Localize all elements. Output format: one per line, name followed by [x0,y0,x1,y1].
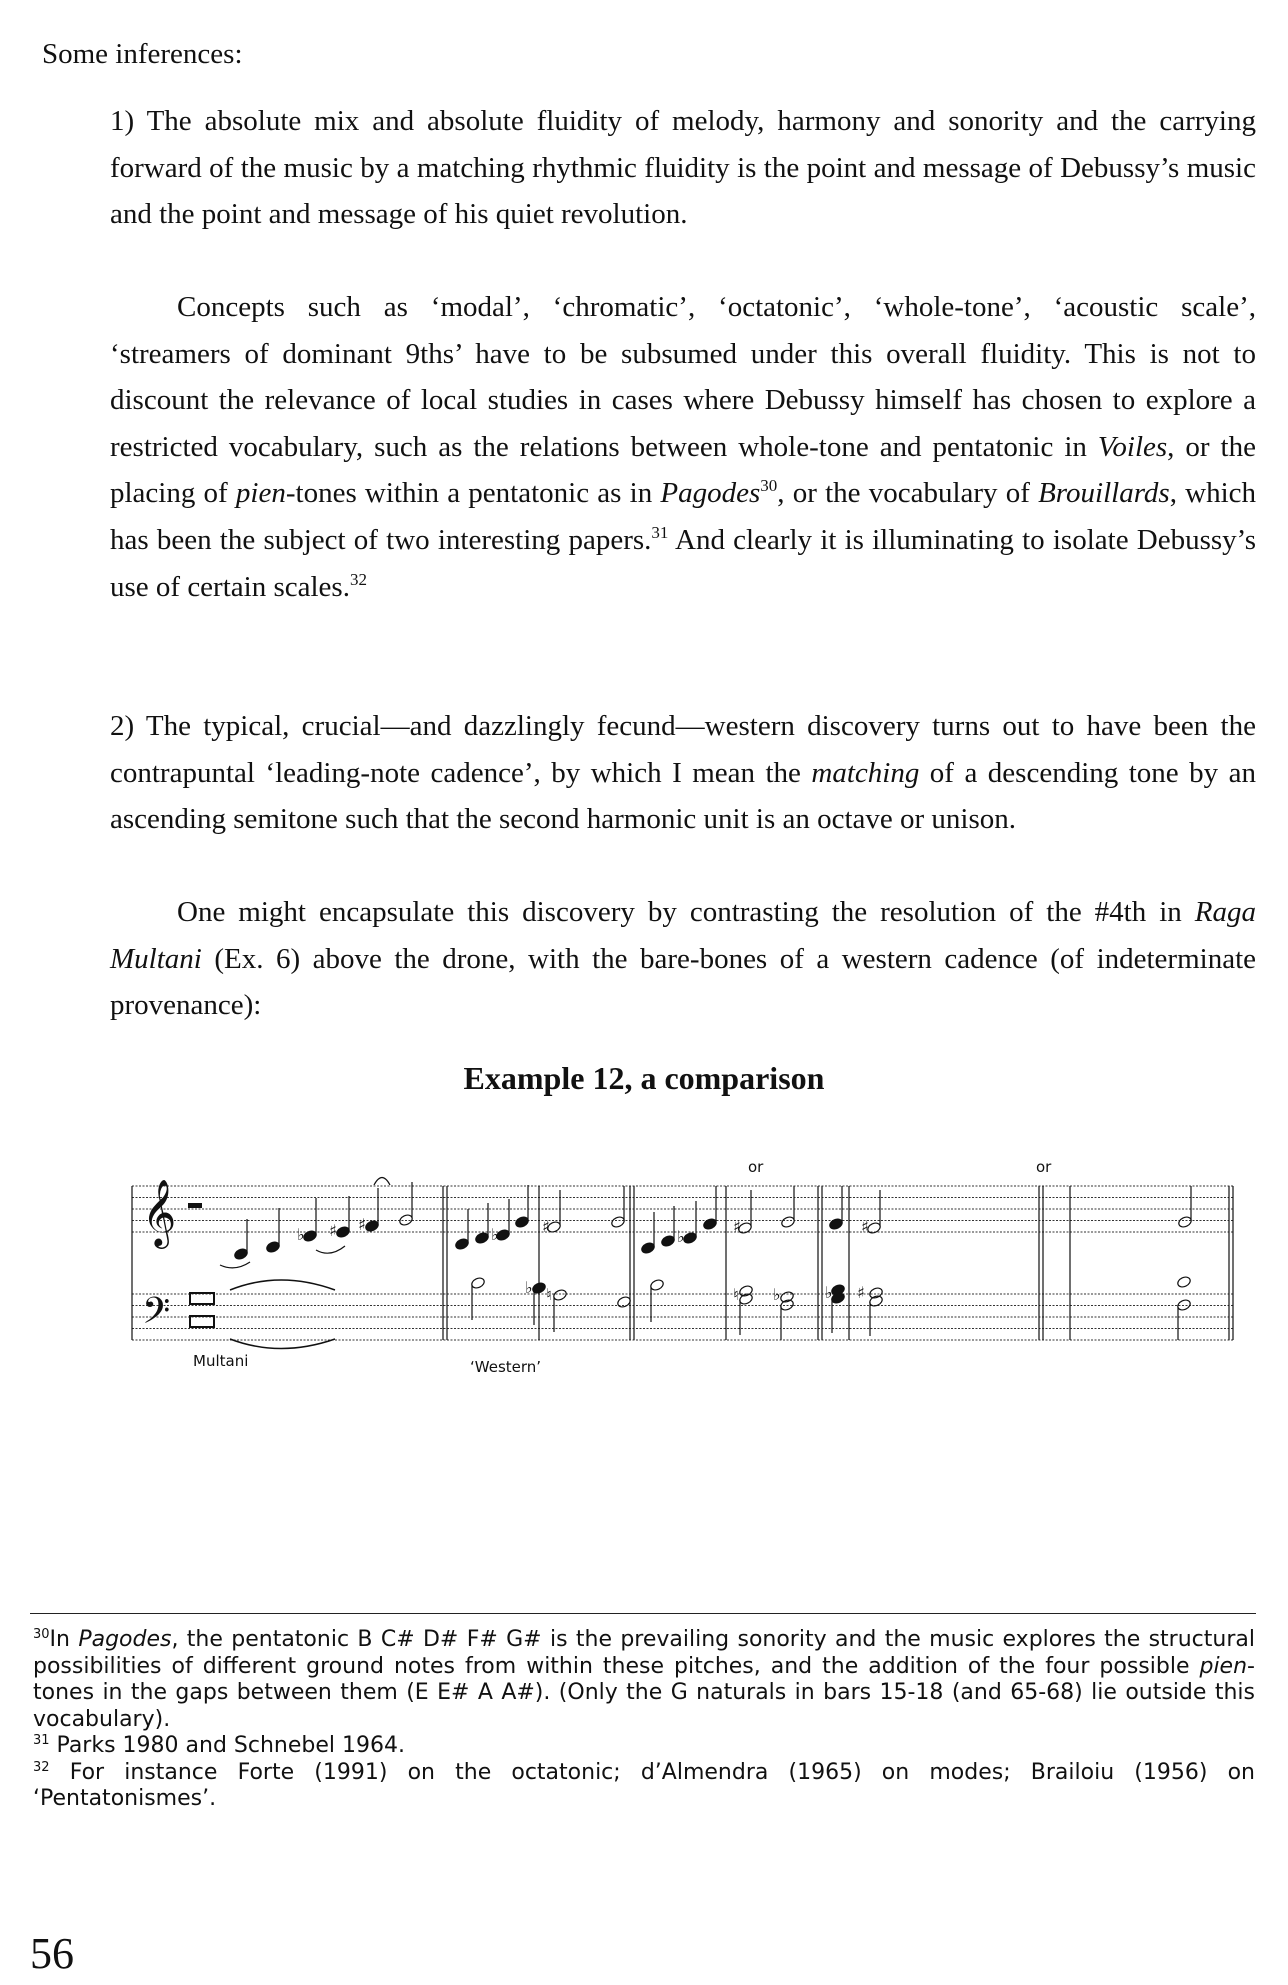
notation-mark: ♭ [773,1285,781,1304]
text-run: In [49,1627,79,1652]
text-run: , or the placing of [110,430,1256,510]
example-title: Example 12, a comparison [463,1060,825,1096]
paragraph-encapsulate [110,889,1256,1029]
footnote-30 [33,1627,1255,1733]
or-label: or [748,1158,764,1176]
music-score [0,1140,1288,1400]
paragraph-inference-1 [110,98,1256,238]
notation-mark: ♯ [542,1217,550,1236]
footnote-ref-31[interactable]: 31 [651,522,669,542]
italic-title-brouillards: Brouillards [1038,477,1170,510]
footnote-number: 31 [33,1733,50,1748]
notation-mark: ♮ [546,1285,552,1304]
text-run: -tones in the gaps between them (E E# A A#). (Only the G naturals in bars 15-18 (and 65-68) lie outside this vocabulary). [33,1653,1255,1732]
notation-mark: ♯ [861,1217,869,1236]
accidentals [297,1215,869,1304]
notation-mark: ♯ [857,1283,865,1302]
notation-mark: ♭ [525,1278,533,1297]
notation-mark [190,1316,214,1327]
footnote-32 [33,1760,1255,1813]
rest-icon [188,1203,202,1208]
notation-mark [316,1246,345,1253]
footnote-text: For instance Forte (1991) on the octatonic; d’Almendra (1965) on modes; Brailoiu (1956) on ‘Pentatonismes’. [33,1759,1255,1811]
notation-mark: ♭ [491,1225,499,1244]
notation-mark [220,1262,250,1268]
footnote-separator [30,1613,1256,1614]
notation-mark [374,1178,390,1186]
footnotes [33,1627,1255,1813]
italic-term-pien: pien [235,477,286,510]
text-run: One might encapsulate this discovery by contrasting the resolution of the #4th in [177,896,1195,928]
italic-title-pagodes: Pagodes [660,477,761,510]
footnote-number: 32 [33,1759,50,1775]
text-run: (Ex. 6) above the drone, with the bare-bones of a western cadence (of indeterminate provenance): [110,942,1256,1022]
text-run: And clearly it is illuminating to isolate Debussy’s use of certain scales. [110,523,1256,603]
notation-mark: ♭ [825,1283,833,1302]
italic-title-pagodes: Pagodes [78,1627,172,1652]
notation-mark: ♯ [329,1221,337,1240]
italic-term-pien: pien [1199,1653,1248,1679]
section-heading: Some inferences: [42,38,243,70]
footnote-31 [33,1733,1255,1760]
notation-mark: ♭ [677,1227,685,1246]
page-number: 56 [30,1929,74,1978]
notation-mark [1176,1275,1192,1289]
treble-clef-icon: 𝄞 [142,1178,177,1246]
italic-term-matching: matching [811,756,920,789]
notation-mark: ♯ [733,1217,741,1236]
notation-mark [190,1293,214,1304]
bass-staff [132,1294,1233,1340]
footnote-text: Parks 1980 and Schnebel 1964. [56,1733,405,1758]
paragraph-concepts [110,284,1256,610]
text-run: 2) The typical, crucial—and dazzlingly fecund—western discovery turns out to have been the contrapuntal ‘leading-note cadence’, by which I mean the [110,710,1256,789]
text-run: Concepts such as ‘modal’, ‘chromatic’, ‘octatonic’, ‘whole-tone’, ‘acoustic scale’, ‘streamers of dominant 9ths’ have to be subsumed under this overall fluidity. This is not to discount the relevance of local studies in cases where Debussy himself has chosen to explore a restricted vocabulary, such as the relations between whole-tone and pentatonic in [110,291,1256,463]
music-example [0,1140,1288,1400]
text-run: , which has been the subject of two interesting papers. [110,477,1257,556]
paragraph-text: 1) The absolute mix and absolute fluidity of melody, harmony and sonority and the carrying forward of the music by a matching rhythmic fluidity is the point and message of Debussy’s music and the point and message of his quiet revolution. [110,105,1256,231]
paragraph-inference-2 [110,703,1256,843]
or-label: or [1036,1158,1052,1176]
italic-title-raga-multani: Raga Multani [110,896,1256,975]
footnote-number: 30 [33,1627,50,1642]
footnote-ref-32[interactable]: 32 [349,569,367,589]
western-label: ‘Western’ [470,1358,542,1376]
bass-clef-icon: 𝄢 [142,1290,171,1341]
text-run: of a descending tone by an ascending semitone such that the second harmonic unit is an octave or unison. [110,756,1256,836]
notation-mark: ♯ [358,1215,366,1234]
multani-label: Multani [193,1352,249,1370]
text-run: , the pentatonic B C# D# F# G# is the prevailing sonority and the music explores the structural possibilities of different ground notes from within these pitches, and the addition of the four possible [33,1627,1255,1679]
text-run: , or the vocabulary of [777,477,1039,510]
drone-chord [190,1293,214,1327]
tie [230,1280,335,1290]
text-run: -tones within a pentatonic as in [285,477,661,510]
notation-mark: ♭ [297,1225,305,1244]
footnote-ref-30[interactable]: 30 [760,476,778,496]
notation-mark: ♮ [733,1285,739,1304]
multani-notes [220,1178,414,1268]
italic-title-voiles: Voiles [1097,430,1168,463]
